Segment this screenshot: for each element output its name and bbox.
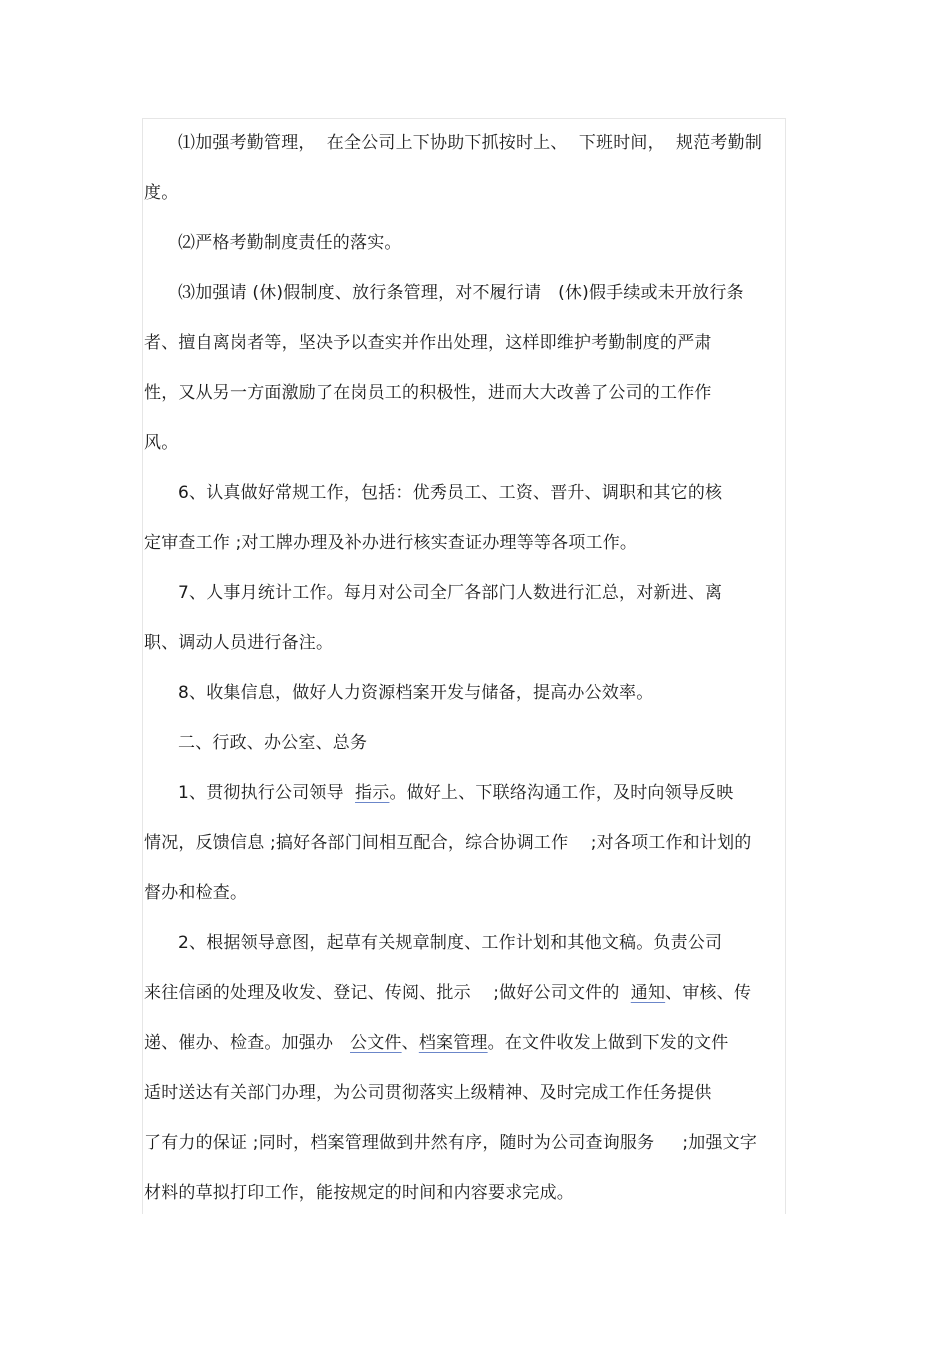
paragraph-line: 度。 xyxy=(144,183,179,203)
paragraph-line: 职、调动人员进行备注。 xyxy=(144,633,334,653)
paragraph-line: 2、根据领导意图，起草有关规章制度、工作计划和其他文稿。负责公司 xyxy=(178,933,723,953)
paragraph-line: ⑶加强请 (休)假制度、放行条管理，对不履行请 (休)假手续或未开放行条 xyxy=(178,283,744,303)
paragraph-line: 材料的草拟打印工作，能按规定的时间和内容要求完成。 xyxy=(144,1183,574,1203)
paragraph-line: ⑴加强考勤管理， 在全公司上下协助下抓按时上、 下班时间， 规范考勤制 xyxy=(178,133,763,153)
section-heading: 二、行政、办公室、总务 xyxy=(178,733,368,753)
paragraph-line xyxy=(144,981,751,1005)
link-archive-management[interactable]: 档案管理 xyxy=(418,1033,488,1053)
text-segment: 来往信函的处理及收发、登记、传阅、批示 ;做好公司文件的 xyxy=(144,983,631,1003)
paragraph-line: 6、认真做好常规工作，包括：优秀员工、工资、晋升、调职和其它的核 xyxy=(178,483,723,503)
paragraph-line xyxy=(178,781,733,805)
paragraph-line: 8、收集信息，做好人力资源档案开发与储备，提高办公效率。 xyxy=(178,683,654,703)
paragraph-line: 了有力的保证 ;同时，档案管理做到井然有序，随时为公司查询服务 ;加强文字 xyxy=(144,1133,758,1153)
paragraph-line xyxy=(144,1031,728,1055)
paragraph-line: ⑵严格考勤制度责任的落实。 xyxy=(178,233,402,253)
text-segment: 、审核、传 xyxy=(665,983,752,1003)
paragraph-line: 定审查工作 ;对工牌办理及补办进行核实查证办理等等各项工作。 xyxy=(144,533,638,553)
paragraph-line: 风。 xyxy=(144,433,179,453)
paragraph-line: 7、人事月统计工作。每月对公司全厂各部门人数进行汇总，对新进、离 xyxy=(178,583,723,603)
text-segment: 1、贯彻执行公司领导 xyxy=(178,783,356,803)
text-segment: 、 xyxy=(401,1033,419,1053)
paragraph-line: 性，又从另一方面激励了在岗员工的积极性，进而大大改善了公司的工作作 xyxy=(144,383,712,403)
paragraph-line: 情况，反馈信息 ;搞好各部门间相互配合，综合协调工作 ;对各项工作和计划的 xyxy=(144,833,752,853)
link-notice[interactable]: 通知 xyxy=(630,983,666,1003)
paragraph-line: 适时送达有关部门办理，为公司贯彻落实上级精神、及时完成工作任务提供 xyxy=(144,1083,712,1103)
paragraph-line: 督办和检查。 xyxy=(144,883,248,903)
paragraph-line: 者、擅自离岗者等，坚决予以查实并作出处理，这样即维护考勤制度的严肃 xyxy=(144,333,712,353)
link-instruction[interactable]: 指示 xyxy=(355,783,390,803)
link-official-documents[interactable]: 公文件 xyxy=(350,1033,402,1053)
text-segment: 递、催办、检查。加强办 xyxy=(144,1033,351,1053)
text-segment: 。在文件收发上做到下发的文件 xyxy=(487,1033,729,1053)
text-segment: 。做好上、下联络沟通工作，及时向领导反映 xyxy=(389,783,734,803)
